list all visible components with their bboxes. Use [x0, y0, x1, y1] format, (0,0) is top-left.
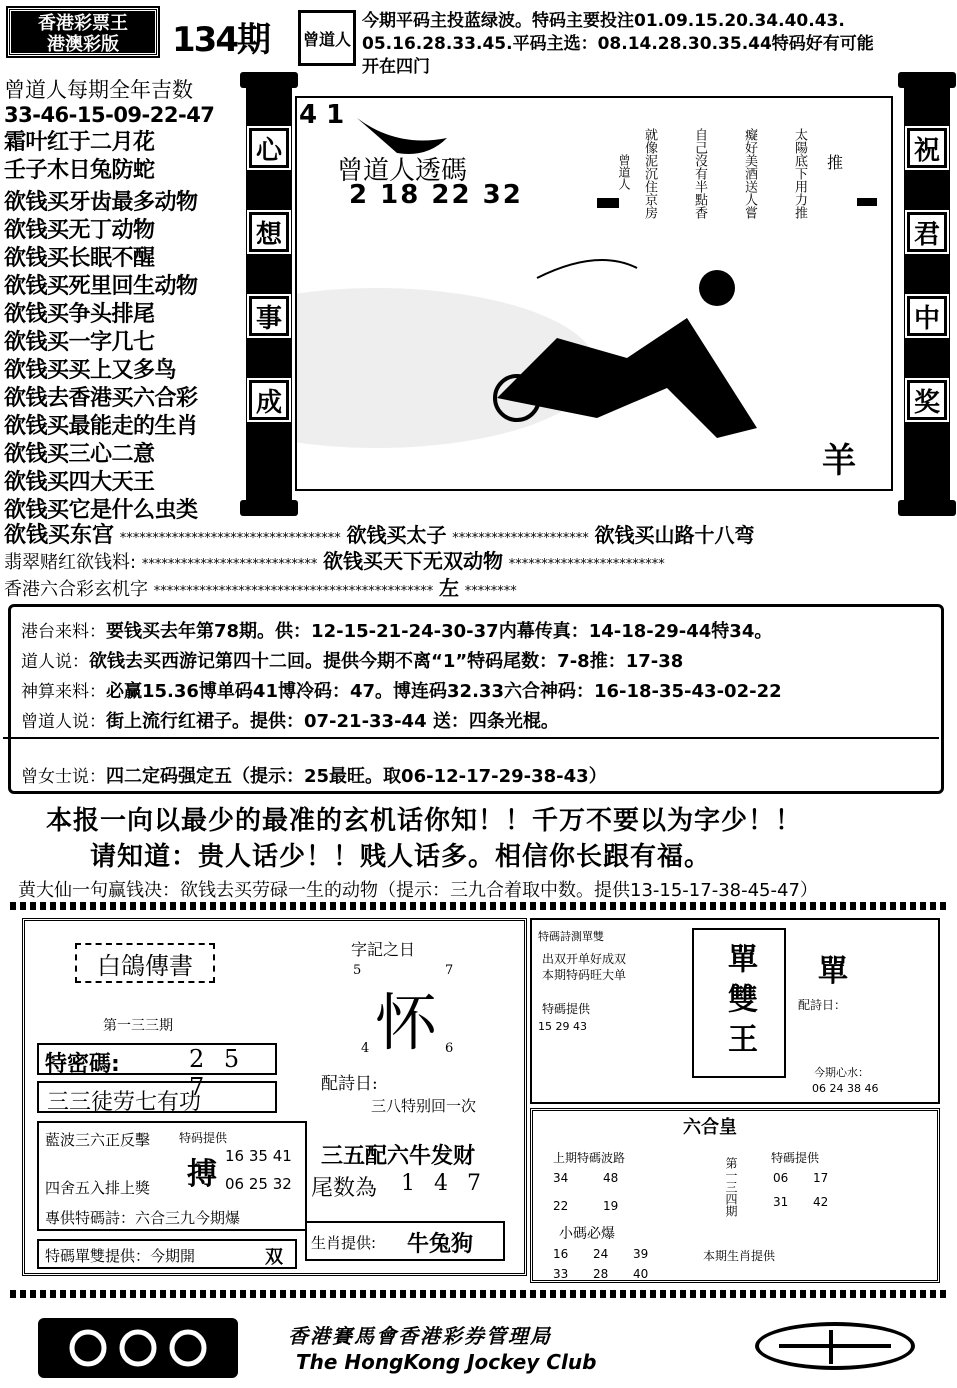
picture-poem-col: 自己沒有半點香	[692, 128, 707, 219]
slogan-line2: 请知道：贵人话少！！贱人话多。相信你长跟有福。	[90, 842, 712, 872]
star-row-left: 翡翠赌红欲钱料:	[4, 552, 137, 573]
sx-provide-br: 本期生肖提供	[703, 1249, 776, 1263]
sx-provide-label: 生肖提供:	[311, 1234, 377, 1252]
jockey-club-emblem-icon	[38, 1318, 238, 1378]
nums-b: 42	[813, 1195, 829, 1209]
left-list-item: 壬子木日兔防蛇	[4, 158, 155, 183]
small-code-label: 小碼必爆	[559, 1226, 615, 1242]
poem-test-sub2: 本期特码旺大单	[542, 968, 627, 982]
issue-number: 134期	[172, 20, 269, 60]
star-row-stars: *********************	[452, 531, 589, 546]
picture-poem-col: 癡好美酒送人嘗	[742, 128, 757, 219]
info-line	[21, 647, 683, 673]
scroll-left-char: 心	[249, 128, 289, 168]
tail-nums: 1 4 7	[401, 1171, 487, 1196]
wave-label: 上期特碼波路	[553, 1151, 626, 1165]
brand-badge	[8, 8, 158, 56]
nums-b: 31	[773, 1195, 789, 1209]
right-char: 單	[818, 954, 848, 989]
day-corner-num: 4	[361, 1041, 370, 1056]
scroll-left-bottom-cap	[240, 500, 298, 516]
big-title: 單雙王	[722, 943, 757, 1063]
heart-label: 今期心水：	[814, 1066, 869, 1079]
picture-title: 曾道人透碼	[337, 156, 468, 186]
star-row-stars: ************************	[508, 557, 665, 572]
special-char: 搏	[187, 1157, 217, 1192]
special-nums-row1: 16 35 41	[225, 1147, 292, 1165]
logo-stamp	[298, 10, 356, 66]
info-line	[21, 707, 559, 733]
heart-nums: 06 24 38 46	[812, 1082, 879, 1095]
left-list-item: 欲钱买死里回生动物	[4, 274, 198, 299]
scroll-left-char: 成	[249, 380, 289, 420]
secret-code-label: 特密碼:	[45, 1052, 120, 1077]
badge-line2: 港澳彩版	[47, 34, 119, 55]
sx-provide-box	[305, 1221, 505, 1261]
tail-label: 尾数為	[311, 1176, 378, 1201]
info-divider	[3, 737, 939, 739]
nums-b: 06	[773, 1171, 789, 1185]
nums-b: 17	[813, 1171, 829, 1185]
info-box	[8, 604, 944, 794]
secret-code-nums: 2 5 7	[189, 1045, 246, 1101]
slogan-line1: 本报一向以最少的最准的玄机话你知！！千万不要以为字少！！	[46, 806, 803, 836]
picture-corner-number: 4 1	[299, 100, 345, 130]
badge-line1: 香港彩票王	[38, 13, 128, 34]
picture-poem-col: 太陽底下用力推	[792, 128, 807, 219]
star-row-stars: *******************************************	[153, 584, 434, 599]
info-text: 街上流行红裙子。提供：07-21-33-44 送：四条光棍。	[106, 711, 559, 732]
left-list-item: 欲钱买无丁动物	[4, 218, 155, 243]
sx-text2: 四舍五入排上獎	[45, 1179, 151, 1197]
secret-code-box	[37, 1043, 277, 1101]
picture-poem-head: 推	[827, 153, 844, 172]
nums-c: 39	[633, 1247, 649, 1261]
left-list-item: 欲钱去香港买六合彩	[4, 386, 198, 411]
special-label: 特码提供	[179, 1131, 228, 1145]
info-text: 必赢15.36博单码41博冷码：47。博连码32.33六合神码：16-18-35-43-02-22	[106, 681, 782, 702]
info-label: 神算来料：	[21, 682, 106, 702]
nums-c: 33	[553, 1267, 569, 1281]
picture-poem-col: 就像泥沉住京房	[642, 128, 657, 219]
scroll-right-bottom-cap	[898, 500, 956, 516]
six-king-special-label: 特碼提供	[771, 1151, 820, 1165]
info-label: 港台来料：	[21, 622, 106, 642]
special-nums-row2: 06 25 32	[225, 1175, 292, 1193]
info-label: 道人说：	[21, 652, 89, 672]
emblem-bar	[779, 1344, 891, 1348]
nums-a: 34	[553, 1171, 569, 1185]
illustration-panel	[295, 96, 893, 491]
proverb-box	[37, 1081, 277, 1113]
cheer-text: 三五配六牛发财	[321, 1144, 476, 1169]
star-row	[4, 572, 517, 601]
panel-odd-even-king	[530, 918, 940, 1104]
info-text: 欲钱去买西游记第四十二回。提供今期不离“1”特码尾数：7-8推：17-38	[89, 651, 684, 672]
pigeon-title: 白鴿傳書	[97, 951, 193, 980]
scroll-left-char: 想	[249, 212, 289, 252]
scroll-right-char: 奖	[907, 380, 947, 420]
left-list-item: 欲钱买四大天王	[4, 470, 155, 495]
header-info	[362, 10, 952, 79]
scroll-left-char: 事	[249, 296, 289, 336]
scroll-right-char: 君	[907, 212, 947, 252]
jockey-club-logo	[38, 1318, 238, 1378]
star-row-left: 欲钱买东宫	[4, 523, 115, 548]
odd-even-value: 双	[265, 1247, 283, 1268]
left-list-item: 欲钱买长眠不醒	[4, 246, 155, 271]
odd-even-special-label: 特碼提供	[542, 1002, 591, 1016]
left-list-item: 欲钱买三心二意	[4, 442, 155, 467]
nums-c: 28	[593, 1267, 609, 1281]
odd-even-label: 特碼單雙提供：今期開	[45, 1247, 196, 1265]
special-poem: 專供特碼詩：六合三九今期爆	[45, 1209, 241, 1227]
huang-tip: 黄大仙一句赢钱决：欲钱去买劳碌一生的动物（提示：三九合着取中数。提供13-15-17-38-45-47）	[18, 880, 818, 901]
picture-signature: 曾道人	[617, 154, 631, 190]
star-row-stars: ***************************	[141, 557, 318, 572]
info-line	[21, 677, 782, 703]
nums-c: 16	[553, 1247, 569, 1261]
scroll-right	[904, 86, 950, 506]
odd-even-box	[37, 1239, 297, 1269]
panel-pigeon-letter	[22, 918, 527, 1276]
emblem-bar	[829, 1330, 833, 1364]
day-char: 怀	[375, 986, 438, 1059]
star-row-right: 欲钱买山路十八弯	[594, 523, 755, 547]
left-list-item: 欲钱买买上又多鸟	[4, 358, 177, 383]
scroll-right-char: 祝	[907, 128, 947, 168]
picture-numbers: 2 18 22 32	[349, 180, 523, 210]
six-king-period: 第一三四期	[724, 1157, 738, 1217]
dotted-divider	[10, 902, 946, 910]
left-list-title: 曾道人每期全年吉数	[4, 78, 193, 102]
header-info-line3: 开在四门	[362, 57, 430, 77]
star-row-mid: 左	[438, 576, 459, 600]
nums-a: 22	[553, 1199, 569, 1213]
left-list-item: 欲钱买争头排尾	[4, 302, 155, 327]
logo-text: 曾道人	[302, 29, 351, 49]
info-line	[21, 762, 607, 788]
day-corner-num: 7	[445, 963, 454, 978]
info-text: 四二定码强定五（提示：25最旺。取06-12-17-29-38-43）	[106, 766, 607, 787]
left-list-item: 欲钱买一字几七	[4, 330, 155, 355]
day-corner-num: 6	[445, 1041, 454, 1056]
left-list-item: 欲钱买它是什么虫类	[4, 498, 198, 523]
star-row-mid: 欲钱买天下无双动物	[323, 549, 504, 573]
left-list-numbers: 33-46-15-09-22-47	[4, 103, 215, 127]
info-label: 曾道人说：	[21, 712, 106, 732]
star-row	[4, 545, 665, 574]
panel-six-king	[530, 1108, 940, 1283]
poem-test-sub1: 出双开单好成双	[542, 952, 627, 966]
star-row-mid: 欲钱买太子	[346, 523, 447, 547]
big-title-box	[692, 928, 786, 1078]
poem-test-title: 特碼詩測單雙	[538, 930, 604, 943]
right-peishi: 配詩日：	[798, 998, 847, 1012]
nums-c: 24	[593, 1247, 609, 1261]
scroll-left	[246, 86, 292, 506]
day-title: 字記之日	[351, 940, 416, 959]
peishi-text: 三八特别回一次	[371, 1097, 477, 1115]
peishi-label: 配詩日:	[321, 1074, 378, 1094]
picture-zodiac: 羊	[822, 441, 856, 481]
info-text: 要钱买去年第78期。供：12-15-21-24-30-37内幕传真：14-18-29-44特34。	[106, 621, 773, 642]
sx-text1: 藍波三六正反擊	[45, 1131, 151, 1149]
scroll-right-char: 中	[907, 296, 947, 336]
star-row-stars: **********************************	[119, 531, 341, 546]
info-label: 曾女士说：	[21, 767, 106, 787]
proverb-text: 三三徒劳七有功	[47, 1090, 202, 1115]
six-king-title: 六合皇	[683, 1117, 737, 1138]
lottery-emblem-icon	[755, 1322, 915, 1370]
nums-a: 19	[603, 1199, 619, 1213]
footer-cn: 香港賽馬會香港彩券管理局	[288, 1324, 552, 1348]
nums-a: 48	[603, 1171, 619, 1185]
header-info-line1: 今期平码主投蓝绿波。特码主要投注01.09.15.20.34.40.43.	[362, 11, 845, 31]
star-row-left: 香港六合彩玄机字	[4, 579, 148, 600]
left-list-item: 霜叶红于二月花	[4, 130, 155, 155]
left-list-item: 欲钱买最能走的生肖	[4, 414, 198, 439]
day-corner-num: 5	[353, 963, 362, 978]
pigeon-period: 第一三三期	[103, 1018, 173, 1034]
star-row-stars: ********	[464, 584, 517, 599]
footer-en: The HongKong Jockey Club	[296, 1350, 597, 1374]
left-list-item: 欲钱买牙齿最多动物	[4, 190, 198, 215]
odd-even-special-nums: 15 29 43	[538, 1020, 587, 1033]
sx-provide-value: 牛兔狗	[407, 1232, 474, 1257]
picture-scene	[297, 98, 891, 489]
pigeon-title-box	[75, 943, 215, 983]
header-info-line2: 05.16.28.33.45.平码主选：08.14.28.30.35.44特码好有可能	[362, 34, 874, 54]
info-line	[21, 617, 772, 643]
dotted-divider	[10, 1290, 946, 1298]
nums-c: 40	[633, 1267, 649, 1281]
zodiac-position-box	[37, 1121, 307, 1231]
